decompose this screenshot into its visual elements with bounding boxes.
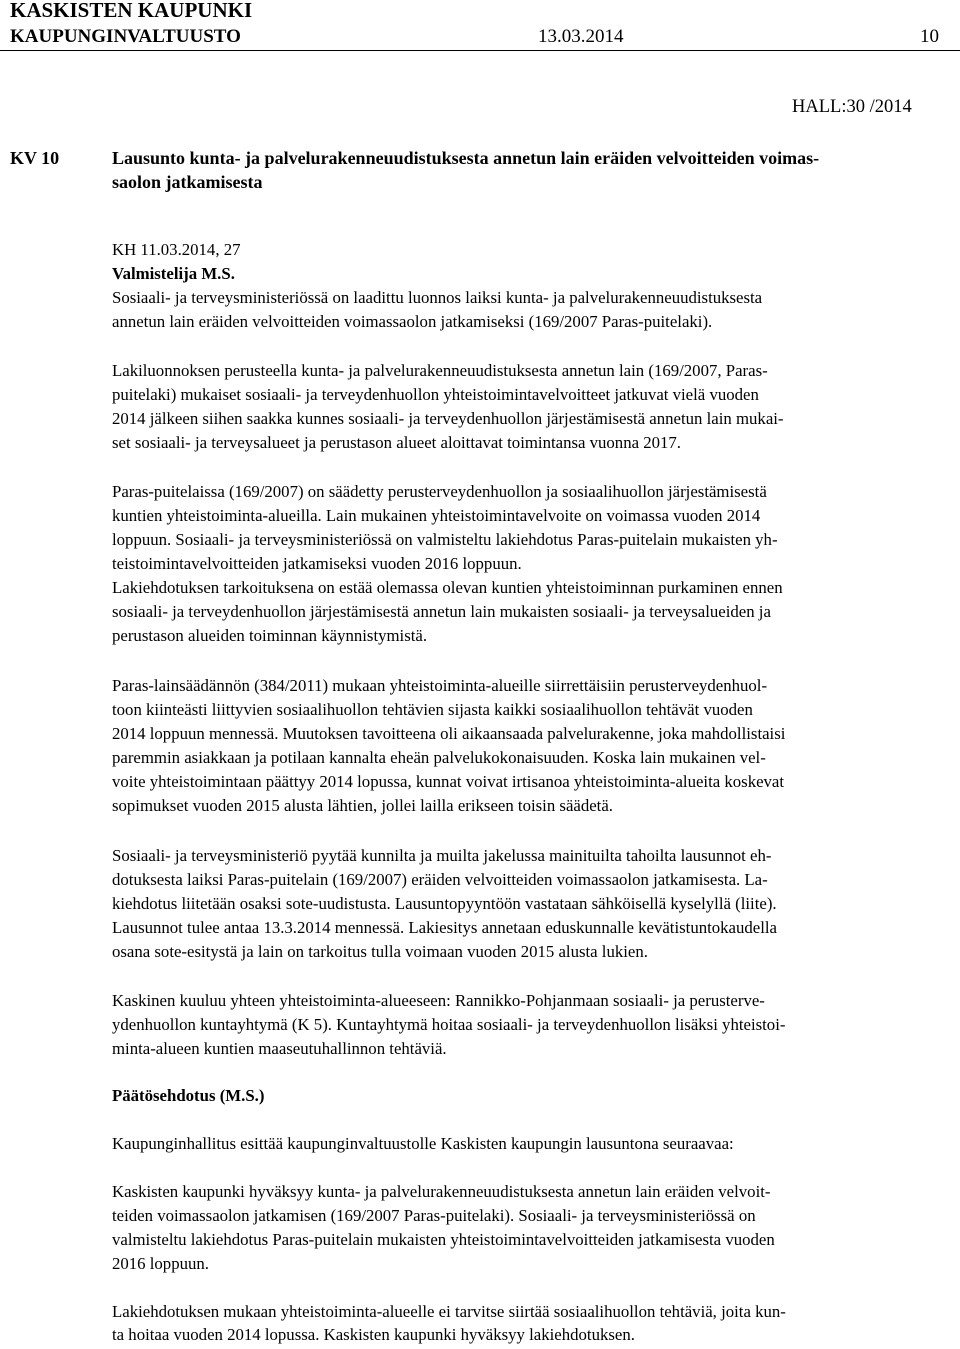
paragraph-line: teistoimintavelvoitteiden jatkamiseksi vuoden 2016 loppuun.: [112, 554, 522, 573]
paragraph-line: paremmin asiakkaan ja potilaan kannalta eheän palvelukokonaisuuden. Koska lain mukainen vel-: [112, 748, 766, 767]
paragraph-line: Paras-puitelaissa (169/2007) on säädetty perusterveydenhuollon ja sosiaalihuollon järjestämisestä: [112, 482, 767, 501]
paragraph-line: toon kiinteästi liittyvien sosiaalihuollon tehtävien sijasta kaikki sosiaalihuollon tehtävät vuoden: [112, 700, 753, 719]
item-title-line: Lausunto kunta- ja palvelurakenneuudistuksesta annetun lain eräiden velvoitteiden voimas-: [112, 148, 820, 168]
proposal-line: Lakiehdotuksen mukaan yhteistoiminta-alueelle ei tarvitse siirtää sosiaalihuollon tehtäviä, joita kun-: [112, 1302, 786, 1321]
paragraph-line: puitelaki) mukaiset sosiaali- ja terveydenhuollon yhteistoimintavelvoitteet jatkuvat vielä vuoden: [112, 385, 759, 404]
proposal-line: valmisteltu lakiehdotus Paras-puitelain mukaisten yhteistoimintavelvoitteiden jatkamisesta vuoden: [112, 1230, 775, 1249]
meeting-date: 13.03.2014: [538, 26, 624, 47]
paragraph-line: Sosiaali- ja terveysministeriö pyytää kunnilta ja muilta jakelussa mainituilta tahoilta lausunnot eh-: [112, 846, 772, 865]
organization-name: KASKISTEN KAUPUNKI: [10, 0, 253, 22]
paragraph-line: minta-alueen kuntien maaseutuhallinnon tehtäviä.: [112, 1039, 447, 1058]
paragraph-line: Kaskinen kuuluu yhteen yhteistoiminta-alueeseen: Rannikko-Pohjanmaan sosiaali- ja perusterve-: [112, 991, 765, 1010]
body-name: KAUPUNGINVALTUUSTO: [10, 26, 241, 47]
paragraph-line: loppuun. Sosiaali- ja terveysministeriössä on valmisteltu lakiehdotus Paras-puitelain mukaisten yh-: [112, 530, 778, 549]
proposal-line: 2016 loppuun.: [112, 1254, 209, 1273]
proposal-heading: Päätösehdotus (M.S.): [112, 1086, 265, 1105]
preparer: Valmistelija M.S.: [112, 264, 235, 283]
paragraph-line: Sosiaali- ja terveysministeriössä on laadittu luonnos laiksi kunta- ja palvelurakenneuudistuksesta: [112, 288, 763, 307]
paragraph-line: set sosiaali- ja terveysalueet ja perustason alueet aloittavat toimintansa vuonna 2017.: [112, 433, 681, 452]
proposal-line: Kaskisten kaupunki hyväksyy kunta- ja palvelurakenneuudistuksesta annetun lain eräiden velvoit-: [112, 1182, 771, 1201]
paragraph-line: sopimukset vuoden 2015 alusta lähtien, jollei lailla erikseen toisin säädetä.: [112, 796, 613, 815]
reference-number: HALL:30 /2014: [792, 97, 912, 117]
paragraph-line: voite yhteistoimintaan päättyy 2014 lopussa, kunnat voivat irtisanoa yhteistoiminta-alueita koskevat: [112, 772, 785, 791]
paragraph-line: osana sote-esitystä ja lain on tarkoitus tulla voimaan vuoden 2015 alusta lukien.: [112, 942, 648, 961]
paragraph-line: 2014 loppuun mennessä. Muutoksen tavoitteena oli aikaansaada palvelurakenne, joka mahdollistaisi: [112, 724, 786, 743]
paragraph-line: perustason alueiden toiminnan käynnistymistä.: [112, 626, 428, 645]
paragraph-line: Lakiehdotuksen tarkoituksena on estää olemassa olevan kuntien yhteistoiminnan purkaminen ennen: [112, 578, 783, 597]
item-title-line: saolon jatkamisesta: [112, 172, 263, 192]
proposal-line: ta hoitaa vuoden 2014 lopussa. Kaskisten kaupunki hyväksyy lakiehdotuksen.: [112, 1325, 635, 1344]
paragraph-line: Lakiluonnoksen perusteella kunta- ja palvelurakenneuudistuksesta annetun lain (169/2007, Paras-: [112, 361, 768, 380]
paragraph-line: kiehdotus liitetään osaksi sote-uudistusta. Lausuntopyyntöön vastataan sähköisellä kyselyllä (liite).: [112, 894, 777, 913]
proposal-intro: Kaupunginhallitus esittää kaupunginvaltuustolle Kaskisten kaupungin lausuntona seuraavaa:: [112, 1134, 734, 1153]
page-number: 10: [920, 26, 939, 47]
paragraph-line: kuntien yhteistoiminta-alueilla. Lain mukainen yhteistoimintavelvoite on voimassa vuoden 2014: [112, 506, 761, 525]
paragraph-line: Paras-lainsäädännön (384/2011) mukaan yhteistoiminta-alueille siirrettäisiin perusterveydenhuol-: [112, 676, 768, 695]
paragraph-line: annetun lain eräiden velvoitteiden voimassaolon jatkamiseksi (169/2007 Paras-puitelaki).: [112, 312, 713, 331]
paragraph-line: sosiaali- ja terveydenhuollon järjestämisestä annetun lain mukaisten sosiaali- ja terveysalueiden ja: [112, 602, 771, 621]
item-number: KV 10: [10, 148, 60, 168]
header-divider: [0, 50, 960, 51]
paragraph-line: ydenhuollon kuntayhtymä (K 5). Kuntayhtymä hoitaa sosiaali- ja terveydenhuollon lisäksi yhteistoi-: [112, 1015, 786, 1034]
proposal-line: teiden voimassaolon jatkamisen (169/2007 Paras-puitelaki). Sosiaali- ja terveysministeriössä on: [112, 1206, 756, 1225]
paragraph-line: dotuksesta laiksi Paras-puitelain (169/2007) eräiden velvoitteiden voimassaolon jatkamisesta. La-: [112, 870, 768, 889]
paragraph-line: 2014 jälkeen siihen saakka kunnes sosiaali- ja terveydenhuollon järjestämisestä annetun lain mukai-: [112, 409, 784, 428]
paragraph-line: Lausunnot tulee antaa 13.3.2014 mennessä. Lakiesitys annetaan eduskunnalle kevätistuntokaudella: [112, 918, 777, 937]
kh-reference: KH 11.03.2014, 27: [112, 240, 241, 259]
